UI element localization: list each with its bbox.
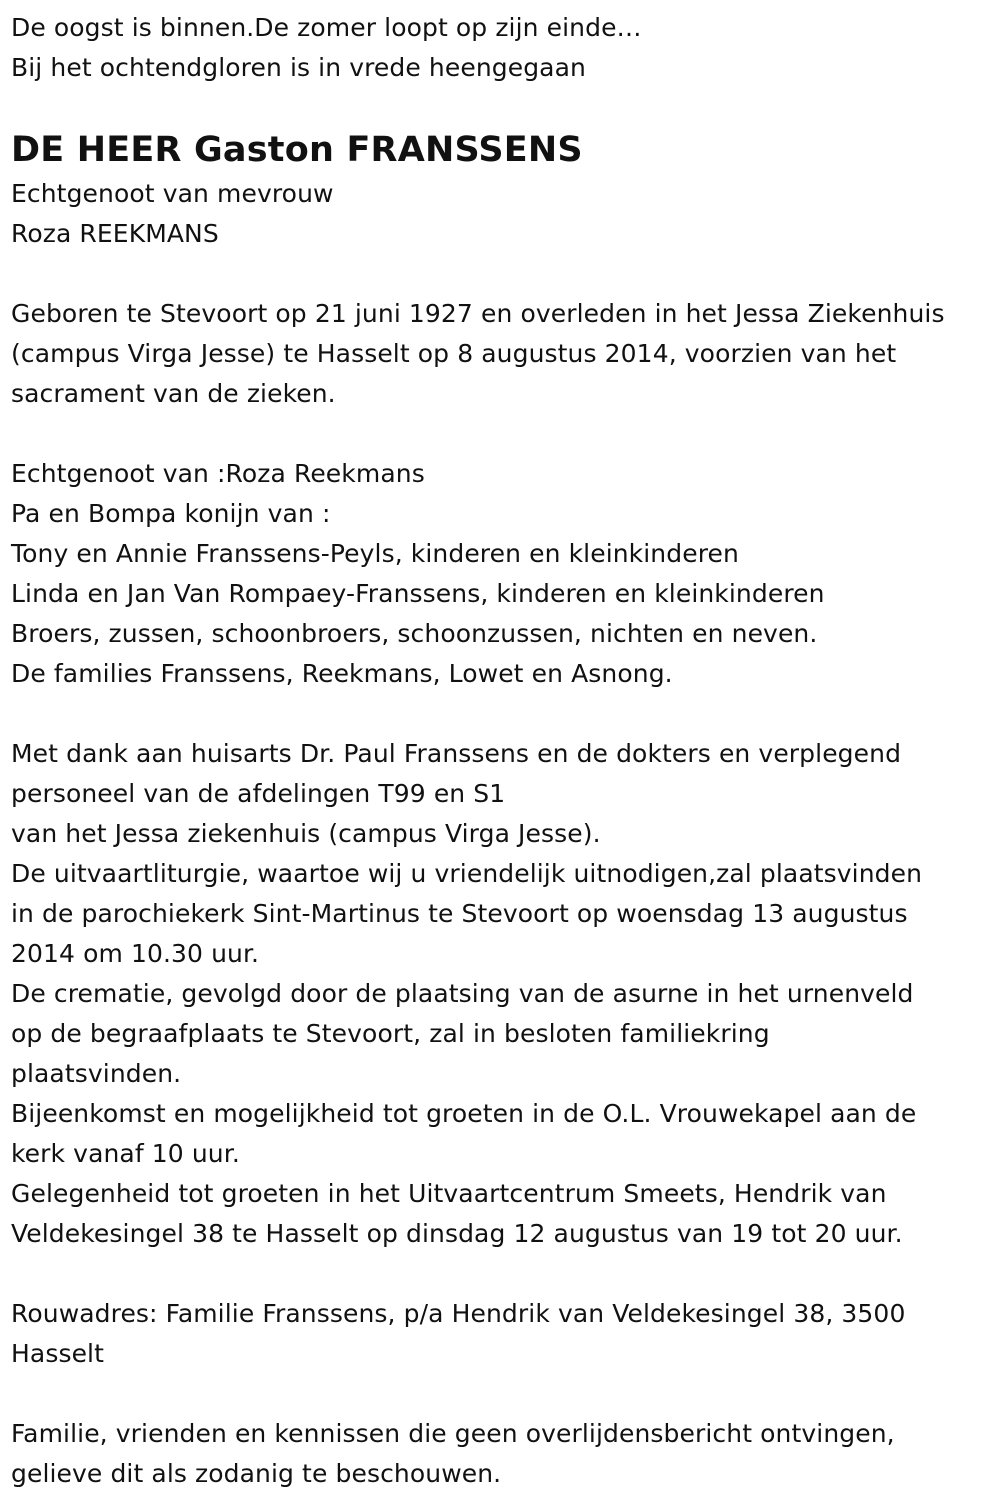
details-paragraph xyxy=(11,734,1000,1254)
details-line: Gelegenheid tot groeten in het Uitvaartcentrum Smeets, Hendrik van xyxy=(11,1179,887,1208)
family-line: Pa en Bompa konijn van : xyxy=(11,499,331,528)
opening-verse xyxy=(11,8,1000,88)
details-line: plaatsvinden. xyxy=(11,1059,182,1088)
address-line: Hasselt xyxy=(11,1339,104,1368)
closing-line: gelieve dit als zodanig te beschouwen. xyxy=(11,1459,502,1488)
paragraph-gap xyxy=(11,694,1000,734)
details-line: kerk vanaf 10 uur. xyxy=(11,1139,240,1168)
birth-death-line: (campus Virga Jesse) te Hasselt op 8 augustus 2014, voorzien van het xyxy=(11,339,897,368)
details-line: 2014 om 10.30 uur. xyxy=(11,939,260,968)
family-line: Echtgenoot van :Roza Reekmans xyxy=(11,459,425,488)
address-line: Rouwadres: Familie Franssens, p/a Hendrik van Veldekesingel 38, 3500 xyxy=(11,1299,906,1328)
details-line: Veldekesingel 38 te Hasselt op dinsdag 12 augustus van 19 tot 20 uur. xyxy=(11,1219,903,1248)
closing-line: Familie, vrienden en kennissen die geen overlijdensbericht ontvingen, xyxy=(11,1419,895,1448)
birth-death-line: sacrament van de zieken. xyxy=(11,379,336,408)
details-line: Met dank aan huisarts Dr. Paul Franssens en de dokters en verplegend xyxy=(11,739,902,768)
deceased-name: DE HEER Gaston FRANSSENS xyxy=(11,130,583,170)
details-line: De crematie, gevolgd door de plaatsing van de asurne in het urnenveld xyxy=(11,979,914,1008)
spouse-name: Roza REEKMANS xyxy=(11,219,219,248)
details-line: op de begraafplaats te Stevoort, zal in besloten familiekring xyxy=(11,1019,770,1048)
opening-line: Bij het ochtendgloren is in vrede heengegaan xyxy=(11,53,586,82)
family-line: De families Franssens, Reekmans, Lowet en Asnong. xyxy=(11,659,673,688)
paragraph-gap xyxy=(11,254,1000,294)
details-line: personeel van de afdelingen T99 en S1 xyxy=(11,779,506,808)
details-line: in de parochiekerk Sint-Martinus te Stevoort op woensdag 13 augustus xyxy=(11,899,908,928)
spouse-block xyxy=(11,174,1000,254)
spouse-label: Echtgenoot van mevrouw xyxy=(11,179,334,208)
birth-death-paragraph xyxy=(11,294,1000,414)
details-line: Bijeenkomst en mogelijkheid tot groeten in de O.L. Vrouwekapel aan de xyxy=(11,1099,917,1128)
family-paragraph xyxy=(11,454,1000,694)
family-line: Linda en Jan Van Rompaey-Franssens, kinderen en kleinkinderen xyxy=(11,579,825,608)
opening-line: De oogst is binnen.De zomer loopt op zijn einde… xyxy=(11,13,642,42)
family-line: Tony en Annie Franssens-Peyls, kinderen en kleinkinderen xyxy=(11,539,739,568)
family-line: Broers, zussen, schoonbroers, schoonzussen, nichten en neven. xyxy=(11,619,818,648)
paragraph-gap xyxy=(11,414,1000,454)
birth-death-line: Geboren te Stevoort op 21 juni 1927 en overleden in het Jessa Ziekenhuis xyxy=(11,299,945,328)
details-line: van het Jessa ziekenhuis (campus Virga Jesse). xyxy=(11,819,601,848)
paragraph-gap xyxy=(11,1374,1000,1414)
details-line: De uitvaartliturgie, waartoe wij u vriendelijk uitnodigen,zal plaatsvinden xyxy=(11,859,923,888)
paragraph-gap xyxy=(11,1254,1000,1294)
mourning-address xyxy=(11,1294,1000,1374)
closing-note xyxy=(11,1414,1000,1494)
